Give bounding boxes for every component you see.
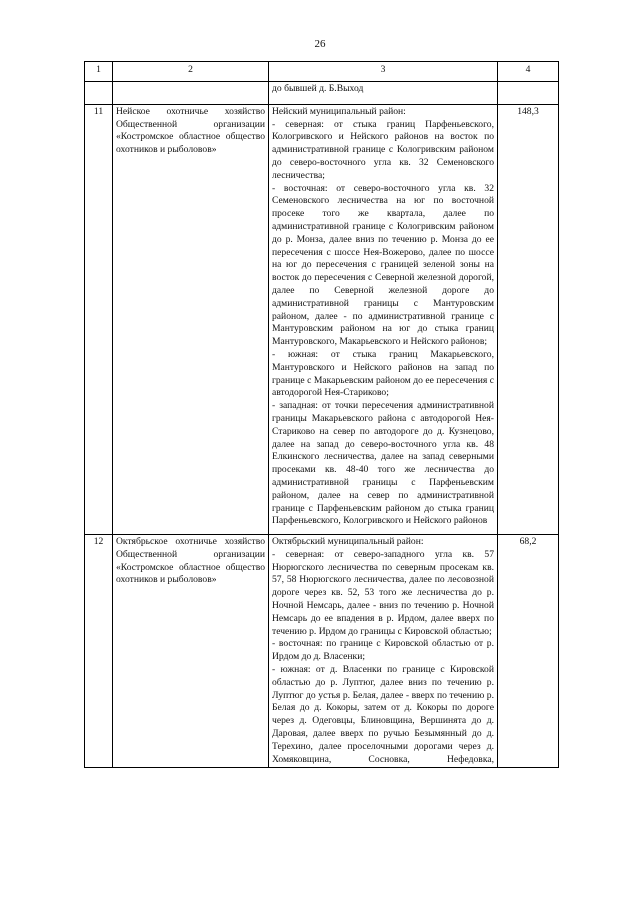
border-north: - северная: от стыка границ Парфеньевского, Кологривского и Нейского районов на восток по административной границе с Кологривским районом до северо-восточного угла кв. 32 Семеновского лесничества;: [272, 118, 494, 181]
continuation-text: до бывшей д. Б.Выход: [269, 82, 498, 105]
page-number: 26: [314, 38, 326, 50]
column-header-3: 3: [269, 62, 498, 82]
area-value: 68,2: [498, 535, 559, 768]
hunting-farm-name: Нейское охотничье хозяйство Общественной организации «Костромское областное общество охотников и рыболовов»: [113, 104, 269, 534]
row-number: 12: [85, 535, 113, 768]
table-header-row: [85, 62, 559, 82]
border-description: [269, 104, 498, 534]
table-row: [85, 104, 559, 534]
district-name: Октябрьский муниципальный район:: [272, 536, 424, 548]
column-header-1: 1: [85, 62, 113, 82]
district-name: Нейский муниципальный район:: [272, 105, 406, 117]
row-number: 11: [85, 104, 113, 534]
border-south: - южная: от стыка границ Макарьевского, Мантуровского и Нейского районов на запад по границе с Макарьевским районом до ее пересечения с автодорогой Нея-Стариково;: [272, 348, 494, 399]
border-east: - восточная: от северо-восточного угла кв. 32 Семеновского лесничества на юг по восточной просеке того же квартала, далее по административной границе с Кологривским районом до р. Монза, далее вниз по течению р. Монза до ее пересечения с шоссе Нея-Вожерово, далее по шоссе на юг до пересечения с границей зеленой зоны на восток до пересечения с Северной железной дорогой, далее по Северной железной дороге до административной границы с Мантуровским районом, далее - по административной границе с Мантуровским районом на юг до стыка границ Мантуровского, Макарьевского и Нейского районов;: [272, 182, 494, 348]
column-header-4: 4: [498, 62, 559, 82]
hunting-grounds-table: [84, 61, 559, 768]
table-row: [85, 535, 559, 768]
continuation-row: [85, 82, 559, 105]
border-east: - восточная: по границе с Кировской областью от р. Ирдом до д. Власенки;: [272, 638, 494, 663]
area-value: 148,3: [498, 104, 559, 534]
border-description: [269, 535, 498, 768]
hunting-farm-name: Октябрьское охотничье хозяйство Общественной организации «Костромское областное общество охотников и рыболовов»: [113, 535, 269, 768]
column-header-2: 2: [113, 62, 269, 82]
border-north: - северная: от северо-западного угла кв. 57 Нюрюгского лесничества по северным просекам кв. 57, 58 Нюрюгского лесничества, далее по лесовозной дороге через кв. 52, 53 того же лесничества до р. Ночной Немсарь, далее - вниз по течению р. Ночной Немсарь до ее впадения в р. Ирдом, далее вверх по течению р. Ирдом до границы с Кировской областью;: [272, 548, 494, 637]
border-west: - западная: от точки пересечения административной границы Макарьевского района с автодорогой Нея-Стариково на север по автодороге до д. Кузнецово, далее на запад до северо-восточного угла кв. 48 Елкинского лесничества, далее на запад северными просеками кв. 48-40 того же лесничества до административной границы с Парфеньевским районом, далее на север по административной границе с Парфеньевским районом до стыка границ Парфеньевского, Кологривского и Нейского районов: [272, 400, 494, 527]
border-south: - южная: от д. Власенки по границе с Кировской областью до р. Луптюг, далее вниз по течению р. Луптюг до устья р. Белая, далее - вверх по течению р. Белая до д. Кокоры, затем от д. Кокоры по дороге через д. Одеговцы, Блиновщина, Вершинята до д. Даровая, далее вверх по ручью Безымянный до д. Терехино, далее проселочными дорогами через д. Хомяковщина, Сосновка, Нефедовка,: [272, 664, 494, 765]
